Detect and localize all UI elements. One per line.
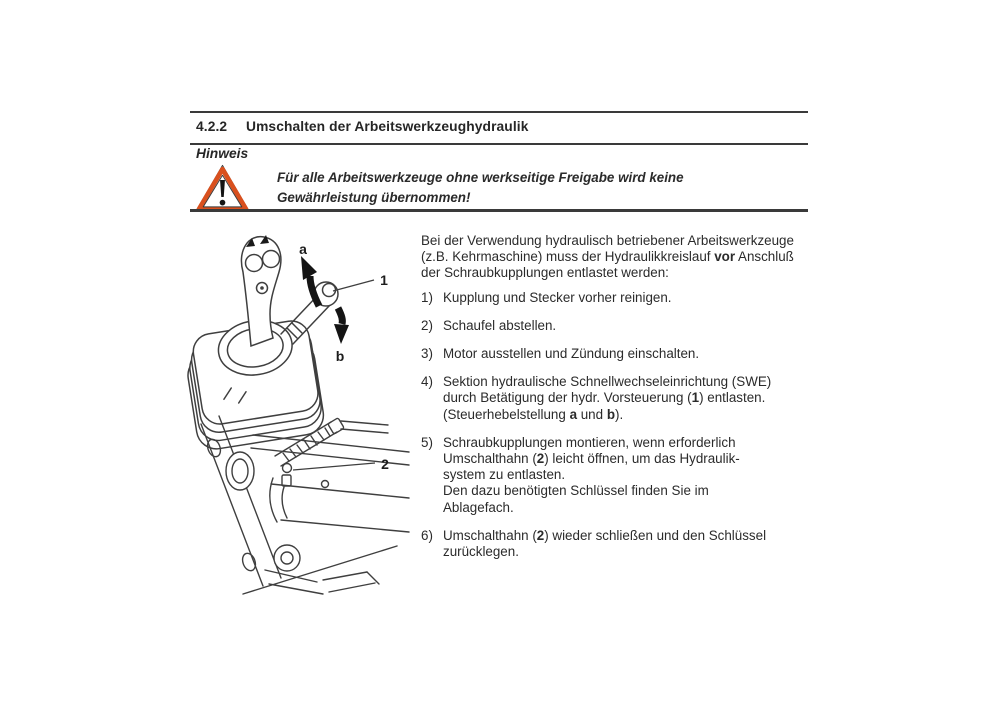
lever-position-a-label: a xyxy=(299,241,307,257)
notice-text xyxy=(277,168,777,207)
step-number: 1) xyxy=(421,289,433,305)
warning-triangle-icon xyxy=(194,164,251,213)
step-text: Schraubkupplungen montieren, wenn erforderlich Umschalthahn (2) leicht öffnen, um das Hydraulik- system zu entlasten. Den dazu benötigten Schlüssel finden Sie im Ablagefach. xyxy=(443,434,740,515)
switch-valve xyxy=(270,464,292,523)
step xyxy=(421,290,821,306)
step xyxy=(421,435,821,516)
callout-1-label: 1 xyxy=(380,272,388,288)
step-text: Kupplung und Stecker vorher reinigen. xyxy=(443,289,672,305)
heading-rule xyxy=(190,143,808,145)
callout-1-leader xyxy=(333,280,374,291)
intro-paragraph xyxy=(421,233,821,282)
direction-arrow-b-icon xyxy=(334,308,349,344)
step-number: 5) xyxy=(421,434,433,450)
notice-text-line1: Für alle Arbeitswerkzeuge ohne werkseitige Freigabe wird keine xyxy=(277,170,684,185)
exclamation-dot xyxy=(220,200,226,206)
step-number: 6) xyxy=(421,527,433,543)
step-number: 4) xyxy=(421,374,433,390)
notice-bottom-rule xyxy=(190,209,808,212)
notice-label: Hinweis xyxy=(196,146,249,161)
section-number: 4.2.2 xyxy=(196,119,228,134)
step xyxy=(421,528,821,560)
step-number: 3) xyxy=(421,346,433,362)
section-title: Umschalten der Arbeitswerkzeughydraulik xyxy=(246,119,529,134)
step-text: Umschalthahn (2) wieder schließen und den Schlüssel zurücklegen. xyxy=(443,527,767,560)
step-number: 2) xyxy=(421,317,433,333)
step xyxy=(421,318,821,334)
callout-2-label: 2 xyxy=(381,456,389,472)
handle-button-right xyxy=(263,251,280,268)
step xyxy=(421,346,821,362)
step-text: Motor ausstellen und Zündung einschalten. xyxy=(443,346,700,362)
top-rule xyxy=(190,111,808,113)
callout-2-leader xyxy=(293,463,375,470)
instruction-figure xyxy=(183,228,413,598)
direction-arrow-a-icon xyxy=(301,256,319,306)
section-heading xyxy=(196,119,808,134)
step-text: Sektion hydraulische Schnellwechseleinrichtung (SWE) durch Betätigung der hydr. Vorsteuerung (1) entlasten. (Steuerhebelstellung a und b). xyxy=(443,374,772,422)
joystick-figure xyxy=(183,235,338,452)
procedure-list xyxy=(421,233,821,572)
step-text: Bei der Verwendung hydraulisch betriebener Arbeitswerkzeuge (z.B. Kehrmaschine) muss der Hydraulikkreislauf vor Anschluß der Schraubkupplungen entlastet werden: xyxy=(421,233,794,281)
step-text: Schaufel abstellen. xyxy=(443,317,557,333)
notice-text-line2: Gewährleistung übernommen! xyxy=(277,189,471,205)
step xyxy=(421,374,821,423)
handle-button-left xyxy=(246,255,263,272)
lever-position-b-label: b xyxy=(335,348,345,364)
